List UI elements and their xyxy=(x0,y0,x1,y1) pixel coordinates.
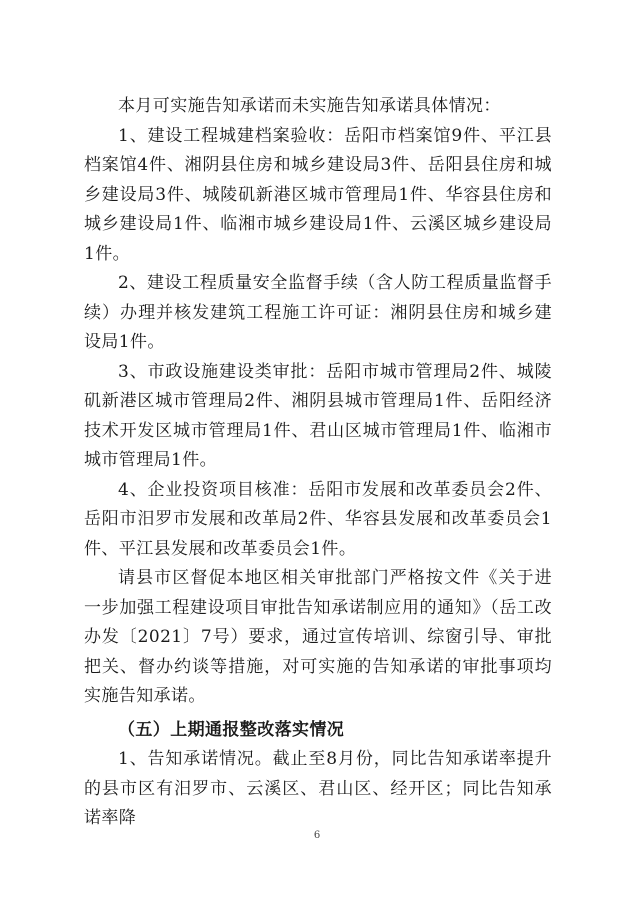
item-1-archive-acceptance: 1、建设工程城建档案验收：岳阳市档案馆9件、平江县档案馆4件、湘阴县住房和城乡建设局3件、岳阳县住房和城乡建设局3件、城陵矶新港区城市管理局1件、华容县住房和城乡建设局1件、临湘市城乡建设局1件、云溪区城乡建设局1件。 xyxy=(84,125,552,264)
supervision-request-paragraph: 请县市区督促本地区相关审批部门严格按文件《关于进一步加强工程建设项目审批告知承诺制应用的通知》（岳工改办发〔2021〕7号）要求，通过宣传培训、综窗引导、审批把关、督办约谈等措施，对可实施的告知承诺的审批事项均实施告知承诺。 xyxy=(84,568,552,706)
rectification-paragraph: 1、告知承诺情况。截止至8月份，同比告知承诺率提升的县市区有汨罗市、云溪区、君山区、经开区；同比告知承诺率降 xyxy=(84,749,552,828)
item-3-municipal-facilities: 3、市政设施建设类审批：岳阳市城市管理局2件、城陵矶新港区城市管理局2件、湘阴县城市管理局1件、岳阳经济技术开发区城市管理局1件、君山区城市管理局1件、临湘市城市管理局1件。 xyxy=(84,361,552,470)
page-number: 6 xyxy=(313,830,321,841)
intro-paragraph: 本月可实施告知承诺而未实施告知承诺具体情况： xyxy=(118,96,501,116)
section-heading: （五）上期通报整改落实情况 xyxy=(118,719,345,740)
document-body xyxy=(84,92,552,834)
item-4-enterprise-investment: 4、企业投资项目核准：岳阳市发展和改革委员会2件、岳阳市汨罗市发展和改革局2件、华容县发展和改革委员会1件、平江县发展和改革委员会1件。 xyxy=(84,479,552,559)
item-2-quality-safety-supervision: 2、建设工程质量安全监督手续（含人防工程质量监督手续）办理并核发建筑工程施工许可证：湘阴县住房和城乡建设局1件。 xyxy=(84,273,552,352)
